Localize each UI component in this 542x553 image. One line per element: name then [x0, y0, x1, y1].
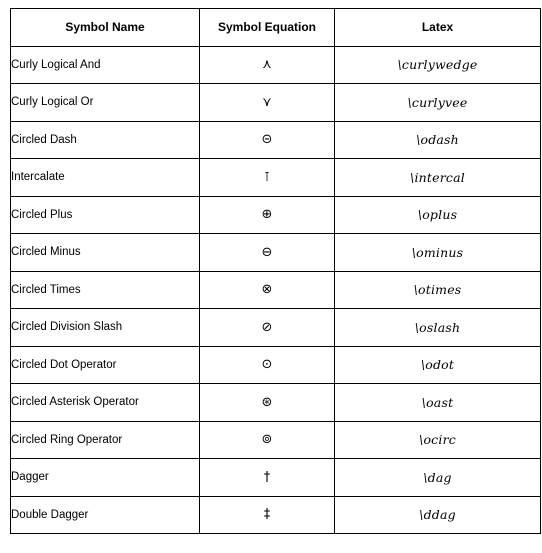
symbol-glyph-cell: ⊺ — [200, 159, 335, 197]
symbol-glyph-cell: † — [200, 459, 335, 497]
symbol-name-cell: Circled Asterisk Operator — [11, 384, 200, 422]
symbol-name-cell: Circled Times — [11, 271, 200, 309]
latex-command-cell: \otimes — [335, 271, 541, 309]
symbol-name-cell: Circled Dot Operator — [11, 346, 200, 384]
table-row — [11, 46, 541, 84]
symbol-glyph-cell: ⋏ — [200, 46, 335, 84]
latex-command-cell: \odot — [335, 346, 541, 384]
symbol-glyph-cell: ⊘ — [200, 309, 335, 347]
symbol-name-cell: Double Dagger — [11, 496, 200, 534]
symbol-name-cell: Circled Ring Operator — [11, 421, 200, 459]
header-symbol-name: Symbol Name — [11, 9, 200, 47]
latex-command-cell: \ocirc — [335, 421, 541, 459]
symbol-glyph-cell: ⊚ — [200, 421, 335, 459]
symbol-name-cell: Curly Logical Or — [11, 84, 200, 122]
table-row — [11, 421, 541, 459]
table-row — [11, 346, 541, 384]
symbol-glyph-cell: ⊛ — [200, 384, 335, 422]
symbol-glyph-cell: ⊙ — [200, 346, 335, 384]
table-row — [11, 234, 541, 272]
latex-command-cell: \dag — [335, 459, 541, 497]
table-row — [11, 121, 541, 159]
symbol-name-cell: Curly Logical And — [11, 46, 200, 84]
latex-command-cell: \odash — [335, 121, 541, 159]
symbol-glyph-cell: ⋎ — [200, 84, 335, 122]
table-row — [11, 196, 541, 234]
latex-command-cell: \oslash — [335, 309, 541, 347]
symbol-name-cell: Circled Division Slash — [11, 309, 200, 347]
table-row — [11, 459, 541, 497]
table-row — [11, 159, 541, 197]
latex-command-cell: \intercal — [335, 159, 541, 197]
latex-command-cell: \ominus — [335, 234, 541, 272]
header-latex: Latex — [335, 9, 541, 47]
symbol-name-cell: Circled Plus — [11, 196, 200, 234]
symbol-name-cell: Circled Minus — [11, 234, 200, 272]
symbol-table — [10, 8, 541, 534]
symbol-name-cell: Intercalate — [11, 159, 200, 197]
symbol-glyph-cell: ⊝ — [200, 121, 335, 159]
header-row — [11, 9, 541, 47]
table-row — [11, 496, 541, 534]
symbol-name-cell: Circled Dash — [11, 121, 200, 159]
latex-command-cell: \curlyvee — [335, 84, 541, 122]
symbol-name-cell: Dagger — [11, 459, 200, 497]
symbol-glyph-cell: ⊕ — [200, 196, 335, 234]
table-row — [11, 84, 541, 122]
symbol-glyph-cell: ⊗ — [200, 271, 335, 309]
latex-command-cell: \ddag — [335, 496, 541, 534]
symbol-glyph-cell: ‡ — [200, 496, 335, 534]
latex-command-cell: \oast — [335, 384, 541, 422]
table-row — [11, 384, 541, 422]
header-symbol-equation: Symbol Equation — [200, 9, 335, 47]
table-row — [11, 271, 541, 309]
latex-command-cell: \oplus — [335, 196, 541, 234]
symbol-glyph-cell: ⊖ — [200, 234, 335, 272]
table-row — [11, 309, 541, 347]
latex-command-cell: \curlywedge — [335, 46, 541, 84]
